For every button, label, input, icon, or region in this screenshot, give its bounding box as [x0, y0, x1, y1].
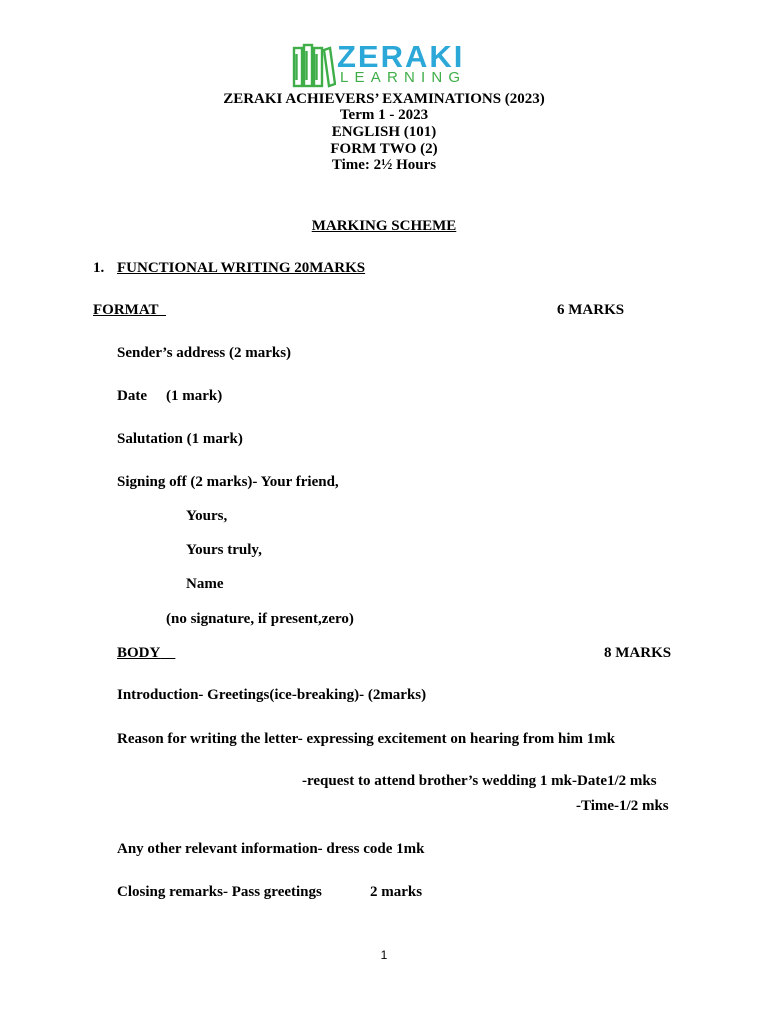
page-number: 1 [380, 948, 388, 962]
exam-title: ZERAKI ACHIEVERS’ EXAMINATIONS (2023) [223, 91, 545, 107]
no-signature-note: (no signature, if present,zero) [166, 611, 354, 627]
signing-off: Signing off (2 marks)- Your friend, [117, 474, 339, 490]
question-number: 1. [93, 260, 105, 276]
senders-address: Sender’s address (2 marks) [117, 345, 292, 361]
reason: Reason for writing the letter- expressing excitement on hearing from him 1mk [117, 731, 616, 747]
sign-off-name: Name [186, 576, 224, 592]
date-marks: (1 mark) [166, 388, 223, 404]
sign-off-yours-truly: Yours truly, [186, 542, 262, 558]
question-title: FUNCTIONAL WRITING 20MARKS [117, 260, 366, 276]
introduction: Introduction- Greetings(ice-breaking)- (2marks) [117, 687, 427, 703]
marking-scheme-heading: MARKING SCHEME [311, 218, 457, 234]
books-icon [292, 42, 336, 90]
exam-term: Term 1 - 2023 [339, 107, 429, 123]
date-label: Date [117, 388, 147, 404]
format-label: FORMAT [93, 302, 159, 318]
salutation: Salutation (1 mark) [117, 431, 243, 447]
brand-subtitle: LEARNING [340, 69, 467, 86]
zeraki-logo [292, 40, 482, 90]
time-marks: -Time-1/2 mks [576, 798, 669, 814]
other-info: Any other relevant information- dress code 1mk [117, 841, 425, 857]
brand-name: ZERAKI [337, 39, 465, 74]
exam-subject: ENGLISH (101) [331, 124, 437, 140]
format-marks: 6 MARKS [557, 302, 625, 318]
closing-remarks: Closing remarks- Pass greetings [117, 884, 322, 900]
exam-time: Time: 2½ Hours [331, 157, 437, 173]
closing-marks: 2 marks [370, 884, 423, 900]
body-marks: 8 MARKS [604, 645, 672, 661]
body-label: BODY [117, 645, 161, 661]
exam-form: FORM TWO (2) [330, 141, 438, 157]
sign-off-yours: Yours, [186, 508, 228, 524]
request-wedding: -request to attend brother’s wedding 1 mk-Date1/2 mks [302, 773, 657, 789]
